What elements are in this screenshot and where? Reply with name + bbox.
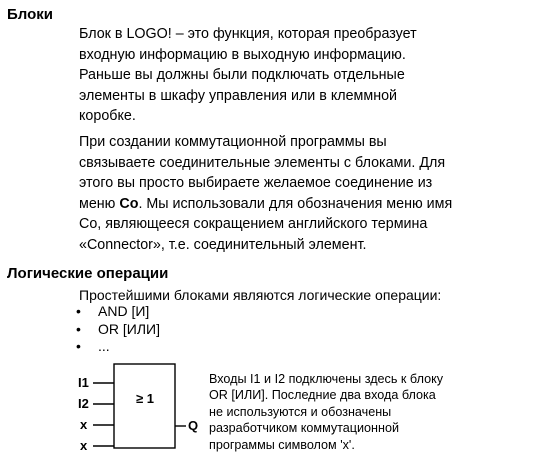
text-line: Раньше вы должны были подключать отдельные (79, 67, 405, 83)
block-body (114, 364, 175, 448)
caption-line: Входы I1 и I2 подключены здесь к блоку (209, 372, 444, 386)
caption-line: программы символом 'x'. (209, 437, 355, 452)
section-heading-blocks: Блоки (7, 6, 54, 23)
caption-line: не используются и обозначены (209, 404, 392, 419)
caption-line: OR [ИЛИ]. Последние два входа блока (209, 388, 436, 403)
diagram-caption (209, 371, 479, 453)
input-label-i1: I1 (78, 375, 89, 390)
bullet-icon: • (76, 303, 81, 319)
output-label-q: Q (188, 418, 199, 433)
bullet-icon: • (76, 320, 81, 337)
or-symbol: ≥ 1 (136, 391, 154, 406)
bullet-icon: • (76, 338, 81, 354)
text-line: связываете соединительные элементы с блоками. Для (79, 154, 446, 171)
text-line: входную информацию в выходную информацию. (79, 46, 406, 63)
text-fragment: . Мы использовали для обозначения меню имя (138, 195, 453, 212)
menu-name-co: Co (119, 195, 139, 212)
input-label-x: x (80, 417, 88, 432)
section-heading-logic-operations: Логические операции (7, 265, 169, 282)
text-line: Co, являющееся сокращением английского термина (79, 216, 428, 232)
list-item-label: OR [ИЛИ] (98, 320, 160, 337)
list-item-label: AND [И] (98, 303, 150, 319)
text-line: «Connector», т.е. соединительный элемент. (79, 236, 367, 253)
caption-line: разработчиком коммутационной (209, 421, 400, 436)
text-line: элементы в шкафу управления или в клеммной (79, 87, 398, 104)
text-line: Блок в LOGO! – это функция, которая преобразует (79, 26, 417, 42)
text-line: коробке. (79, 108, 136, 124)
text-line: этого вы просто выбираете желаемое соединение из (79, 175, 433, 191)
input-label-i2: I2 (78, 396, 89, 411)
list-item-label: ... (98, 338, 110, 354)
text-fragment: меню (79, 195, 120, 212)
text-line: При создании коммутационной программы вы (79, 134, 387, 150)
logic-intro-text: Простейшими блоками являются логические операции: (79, 287, 442, 303)
input-label-x: x (80, 438, 88, 453)
